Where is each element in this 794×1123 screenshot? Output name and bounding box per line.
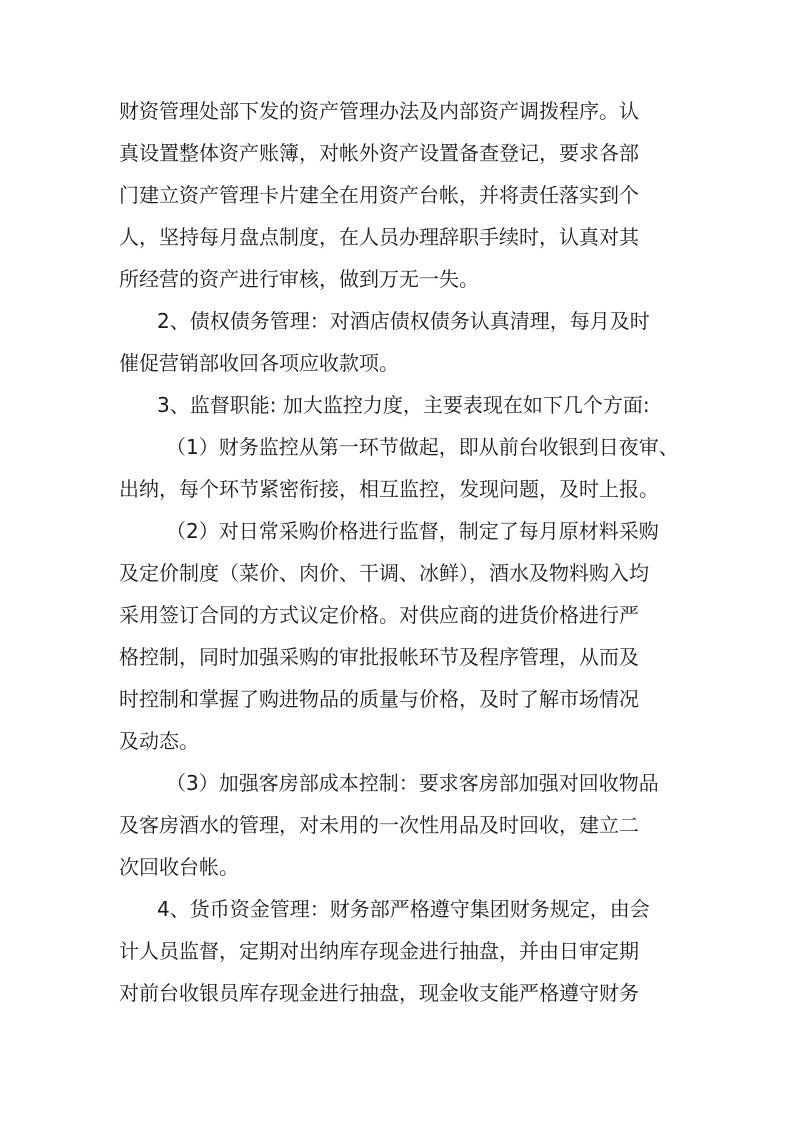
text-line: 财资管理处部下发的资产管理办法及内部资产调拨程序。认 — [119, 99, 639, 123]
text-line: （2）对日常采购价格进行监督，制定了每月原材料采购 — [166, 519, 659, 543]
text-line: 4、货币资金管理：财务部严格遵守集团财务规定，由会 — [157, 897, 650, 921]
text-line: 催促营销部收回各项应收款项。 — [119, 351, 399, 375]
text-line: 及定价制度（菜价、肉价、干调、冰鲜），酒水及物料购入均 — [119, 561, 649, 585]
text-line: 对前台收银员库存现金进行抽盘，现金收支能严格遵守财务 — [119, 981, 639, 1005]
text-line: 时控制和掌握了购进物品的质量与价格，及时了解市场情况 — [119, 687, 639, 711]
text-line: 次回收台帐。 — [119, 855, 239, 879]
text-line: 人，坚持每月盘点制度，在人员办理辞职手续时，认真对其 — [119, 225, 639, 249]
text-line: 所经营的资产进行审核，做到万无一失。 — [119, 267, 479, 291]
text-line: 采用签订合同的方式议定价格。对供应商的进货价格进行严 — [119, 603, 639, 627]
text-line: 计人员监督，定期对出纳库存现金进行抽盘，并由日审定期 — [119, 939, 639, 963]
text-line: 真设置整体资产账簿，对帐外资产设置备查登记，要求各部 — [119, 141, 639, 165]
text-line: 门建立资产管理卡片建全在用资产台帐，并将责任落实到个 — [119, 183, 639, 207]
text-line: 及客房酒水的管理，对未用的一次性用品及时回收，建立二 — [119, 813, 639, 837]
text-line: （3）加强客房部成本控制：要求客房部加强对回收物品 — [166, 771, 659, 795]
text-line: 出纳，每个环节紧密衔接，相互监控，发现问题，及时上报。 — [119, 477, 659, 501]
text-line: （1）财务监控从第一环节做起，即从前台收银到日夜审、 — [166, 435, 679, 459]
text-line: 格控制，同时加强采购的审批报帐环节及程序管理，从而及 — [119, 645, 639, 669]
text-line: 3、监督职能: 加大监控力度，主要表现在如下几个方面: — [157, 393, 650, 417]
text-line: 及动态。 — [119, 729, 199, 753]
text-line: 2、债权债务管理：对酒店债权债务认真清理，每月及时 — [157, 309, 650, 333]
